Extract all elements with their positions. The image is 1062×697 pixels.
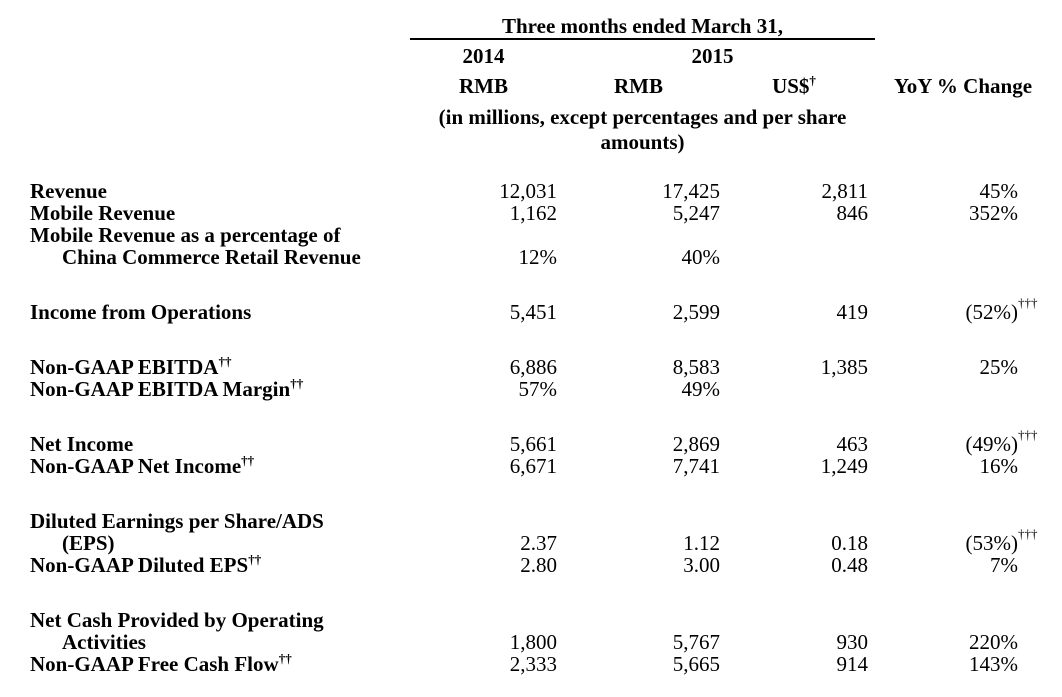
value-2015-usd — [720, 609, 868, 631]
value-2015-rmb: 7,741 — [672, 454, 720, 478]
value-2015-usd: 419 — [836, 300, 868, 324]
value-2015-rmb: 5,767 — [672, 630, 720, 654]
value-2015-rmb: 1.12 — [683, 531, 720, 555]
yoy-value-text: 45% — [979, 179, 1018, 203]
yoy-dagger-footnote: ††† — [1018, 526, 1038, 541]
value-yoy-change — [868, 653, 1058, 675]
row-label-text: Income from Operations — [30, 300, 252, 324]
table-row — [0, 224, 1062, 246]
row-label-text: China Commerce Retail Revenue — [62, 245, 361, 269]
table-row — [0, 609, 1062, 631]
value-2015-rmb: 8,583 — [672, 355, 720, 379]
period-header — [410, 14, 875, 40]
table-row — [0, 455, 1062, 477]
row-spacer — [0, 576, 1062, 609]
label-dagger-footnote: †† — [248, 552, 262, 567]
row-label — [0, 510, 410, 532]
row-label — [0, 301, 410, 323]
value-2014-rmb: 12% — [518, 245, 557, 269]
row-label-text: Activities — [62, 630, 146, 654]
table-row — [0, 510, 1062, 532]
value-2015-rmb: 5,247 — [672, 201, 720, 225]
table-row — [0, 631, 1062, 653]
value-yoy-change — [868, 180, 1058, 202]
value-2014-rmb: 57% — [518, 377, 557, 401]
table-row — [0, 378, 1062, 400]
period-title: Three months ended March 31, — [502, 14, 783, 38]
table-row — [0, 526, 1062, 555]
row-label-text: Mobile Revenue as a percentage of — [30, 223, 341, 247]
value-yoy-change — [868, 246, 1058, 268]
row-label-text: Non-GAAP Free Cash Flow — [30, 652, 279, 676]
value-yoy-change — [868, 378, 1058, 400]
value-2014-rmb: 5,661 — [509, 432, 557, 456]
value-2014-rmb: 2.37 — [520, 531, 557, 555]
yoy-value-text: 16% — [979, 454, 1018, 478]
row-spacer — [0, 400, 1062, 433]
row-label — [0, 532, 410, 554]
value-2015-usd: 1,385 — [820, 355, 868, 379]
value-2015-rmb — [557, 609, 720, 631]
value-2015-usd: 2,811 — [821, 179, 868, 203]
value-2014-rmb: 2,333 — [509, 652, 557, 676]
value-2015-usd — [720, 246, 868, 268]
value-2015-usd — [720, 510, 868, 532]
value-2014-rmb: 2.80 — [520, 553, 557, 577]
table-header-currency-row — [0, 75, 1062, 97]
row-label-text: Net Cash Provided by Operating — [30, 608, 324, 632]
row-label-text: Net Income — [30, 432, 134, 456]
value-2014-rmb: 6,886 — [509, 355, 557, 379]
col-header-rmb-2015: RMB — [614, 74, 663, 98]
value-2015-rmb: 49% — [681, 377, 720, 401]
table-row — [0, 356, 1062, 378]
table-row — [0, 202, 1062, 224]
value-2015-rmb: 5,665 — [672, 652, 720, 676]
value-2015-rmb — [557, 510, 720, 532]
row-label-text: Non-GAAP EBITDA — [30, 355, 219, 379]
label-dagger-footnote: †† — [241, 453, 255, 468]
table-header-units-row — [0, 105, 1062, 155]
header-label-spacer — [0, 105, 410, 155]
yoy-value-text: 220% — [969, 630, 1018, 654]
usd-dagger-footnote: † — [809, 73, 816, 88]
yoy-dagger-footnote: ††† — [1018, 295, 1038, 310]
table-row — [0, 554, 1062, 576]
label-dagger-footnote: †† — [218, 354, 232, 369]
value-yoy-change — [868, 202, 1058, 224]
value-2014-rmb: 12,031 — [499, 179, 557, 203]
value-2014-rmb: 5,451 — [509, 300, 557, 324]
row-label — [0, 631, 410, 653]
col-header-year-2015: 2015 — [691, 44, 734, 68]
table-row — [0, 246, 1062, 268]
value-2015-rmb — [557, 224, 720, 246]
yoy-value-text: (52%) ††† — [965, 295, 1038, 324]
header-label-spacer — [0, 45, 410, 67]
value-2014-rmb — [410, 510, 557, 532]
value-2014-rmb — [410, 224, 557, 246]
row-label — [0, 224, 410, 246]
row-spacer — [0, 477, 1062, 510]
label-dagger-footnote: †† — [290, 376, 304, 391]
value-yoy-change — [868, 224, 1058, 246]
value-2015-usd — [720, 378, 868, 400]
value-2015-usd: 930 — [836, 630, 868, 654]
value-2015-rmb: 3.00 — [683, 553, 720, 577]
table-header-period-row — [0, 14, 1062, 40]
value-yoy-change — [868, 554, 1058, 576]
value-yoy-change — [868, 631, 1058, 653]
header-label-spacer — [0, 14, 410, 40]
row-label — [0, 554, 410, 576]
col-header-rmb-2014: RMB — [459, 74, 508, 98]
yoy-value-text: 352% — [969, 201, 1018, 225]
value-2015-usd: 914 — [836, 652, 868, 676]
value-2015-usd — [720, 224, 868, 246]
row-spacer — [0, 323, 1062, 356]
table-body — [0, 180, 1062, 675]
value-2014-rmb: 1,800 — [509, 630, 557, 654]
value-yoy-change — [868, 609, 1058, 631]
row-label — [0, 246, 410, 268]
row-label — [0, 609, 410, 631]
row-label — [0, 202, 410, 224]
row-label — [0, 433, 410, 455]
row-label-text: Non-GAAP Diluted EPS — [30, 553, 249, 577]
value-yoy-change — [868, 526, 1058, 555]
value-2015-usd: 463 — [836, 432, 868, 456]
row-label-text: Mobile Revenue — [30, 201, 176, 225]
row-label — [0, 180, 410, 202]
table-header-years-row — [0, 45, 1062, 67]
row-label — [0, 455, 410, 477]
col-header-yoy-change: YoY % Change — [893, 74, 1033, 98]
value-yoy-change — [868, 356, 1058, 378]
value-2015-rmb: 40% — [681, 245, 720, 269]
table-row — [0, 180, 1062, 202]
row-label-text: (EPS) — [62, 531, 115, 555]
row-label-text: Non-GAAP Net Income — [30, 454, 242, 478]
label-dagger-footnote: †† — [278, 651, 292, 666]
row-label-text: Diluted Earnings per Share/ADS — [30, 509, 324, 533]
value-2015-usd: 0.48 — [831, 553, 868, 577]
row-label — [0, 653, 410, 675]
yoy-value-text: (49%) ††† — [965, 427, 1038, 456]
value-2015-rmb: 2,599 — [672, 300, 720, 324]
header-label-spacer — [0, 75, 410, 97]
value-yoy-change — [868, 455, 1058, 477]
yoy-dagger-footnote: ††† — [1018, 427, 1038, 442]
value-yoy-change — [868, 295, 1058, 324]
units-note: (in millions, except percentages and per share amounts) — [438, 105, 847, 154]
col-header-year-2014: 2014 — [462, 44, 505, 68]
row-label-text: Non-GAAP EBITDA Margin — [30, 377, 291, 401]
value-2015-rmb: 17,425 — [662, 179, 720, 203]
yoy-value-text: (53%) ††† — [965, 526, 1038, 555]
value-2014-rmb — [410, 609, 557, 631]
value-2015-usd: 0.18 — [831, 531, 868, 555]
value-2014-rmb: 1,162 — [509, 201, 557, 225]
yoy-value-text: 7% — [990, 553, 1018, 577]
row-label-text: Revenue — [30, 179, 107, 203]
value-2015-rmb: 2,869 — [672, 432, 720, 456]
row-label — [0, 356, 410, 378]
yoy-value-text: 25% — [979, 355, 1018, 379]
table-row — [0, 427, 1062, 456]
col-header-usd: US$† — [772, 73, 816, 98]
table-row — [0, 295, 1062, 324]
table-row — [0, 653, 1062, 675]
value-2014-rmb: 6,671 — [509, 454, 557, 478]
value-2015-usd: 1,249 — [820, 454, 868, 478]
row-spacer — [0, 268, 1062, 301]
yoy-value-text: 143% — [969, 652, 1018, 676]
value-yoy-change — [868, 427, 1058, 456]
row-label — [0, 378, 410, 400]
value-2015-usd: 846 — [836, 201, 868, 225]
